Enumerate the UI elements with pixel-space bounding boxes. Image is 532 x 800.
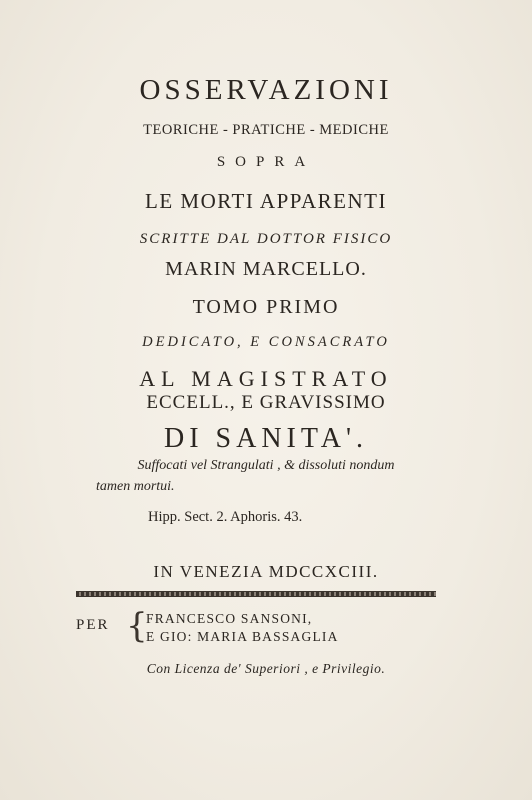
publisher-per: PER [76,617,110,633]
epigraph-line1: Suffocati vel Strangulati , & dissoluti nondum [137,458,395,473]
volume-label: TOMO PRIMO [192,296,340,318]
imprint-place-date: IN VENEZIA MDCCXCIII. [153,562,379,581]
title-subject: LE MORTI APPARENTI [145,189,387,213]
author-name: MARIN MARCELLO. [165,258,367,280]
epigraph-line2: tamen mortui. [96,479,175,494]
publisher-name2: E GIO: MARIA BASSAGLIA [146,629,339,644]
ornamental-rule [76,591,436,597]
epigraph-citation: Hipp. Sect. 2. Aphoris. 43. [148,509,303,525]
dedicatee-line1: AL MAGISTRATO [139,366,393,391]
author-intro: SCRITTE DAL DOTTOR FISICO [139,231,393,247]
brace-icon: { [126,606,148,646]
main-title: OSSERVAZIONI [139,74,393,106]
license-line: Con Licenza de' Superiori , e Privilegio. [146,661,386,676]
subtitle: TEORICHE - PRATICHE - MEDICHE [143,122,389,138]
dedicatee-line2: ECCELL., E GRAVISSIMO [146,392,386,413]
dedication-intro: DEDICATO, E CONSACRATO [142,334,390,350]
publisher-block [76,606,376,647]
publisher-name1: FRANCESCO SANSONI, [146,611,313,626]
dedicatee-line3: DI SANITA'. [163,423,368,454]
title-sopra: SOPRA [216,154,316,170]
